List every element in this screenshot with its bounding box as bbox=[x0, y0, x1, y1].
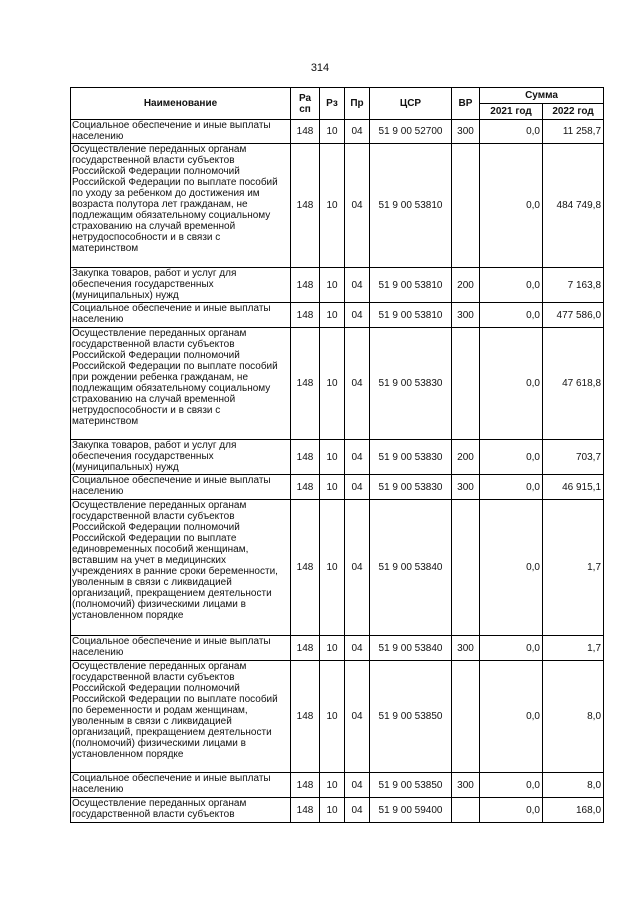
row-pr: 04 bbox=[345, 440, 370, 475]
table-row bbox=[71, 798, 604, 823]
row-vr bbox=[452, 500, 480, 636]
row-name: Осуществление переданных органам государственной власти субъектов Российской Федерации полномочий Российской Федерации по выплате пособий по беременности и родам женщинам, уволенным в связи с ликвидацией организаций, прекращением деятельности (полномочий) физическими лицами в установленном порядке bbox=[71, 661, 291, 773]
row-csr: 51 9 00 59400 bbox=[370, 798, 452, 823]
row-rasp: 148 bbox=[291, 773, 320, 798]
row-amount-2022: 11 258,7 bbox=[543, 120, 604, 144]
row-amount-2021: 0,0 bbox=[480, 636, 543, 661]
row-name: Осуществление переданных органам государственной власти субъектов Российской Федерации полномочий Российской Федерации по выплате пособий при рождении ребенка гражданам, не подлежащим обязательному социальному страхованию на случай временной нетрудоспособности и в связи с материнством bbox=[71, 328, 291, 440]
row-amount-2022: 47 618,8 bbox=[543, 328, 604, 440]
header-sum: Сумма bbox=[480, 88, 604, 104]
row-csr: 51 9 00 53830 bbox=[370, 440, 452, 475]
row-rz: 10 bbox=[320, 636, 345, 661]
header-vr: ВР bbox=[452, 88, 480, 120]
row-csr: 51 9 00 53810 bbox=[370, 144, 452, 268]
row-vr: 200 bbox=[452, 268, 480, 303]
header-2022: 2022 год bbox=[543, 104, 604, 120]
header-name: Наименование bbox=[71, 88, 291, 120]
row-pr: 04 bbox=[345, 500, 370, 636]
row-vr: 300 bbox=[452, 475, 480, 500]
table-row bbox=[71, 440, 604, 475]
table-row bbox=[71, 268, 604, 303]
page-number: 314 bbox=[310, 62, 330, 74]
row-name: Социальное обеспечение и иные выплаты населению bbox=[71, 120, 291, 144]
row-rasp: 148 bbox=[291, 440, 320, 475]
row-amount-2022: 1,7 bbox=[543, 636, 604, 661]
row-csr: 51 9 00 52700 bbox=[370, 120, 452, 144]
row-amount-2022: 46 915,1 bbox=[543, 475, 604, 500]
row-amount-2021: 0,0 bbox=[480, 328, 543, 440]
row-csr: 51 9 00 53830 bbox=[370, 475, 452, 500]
row-vr: 200 bbox=[452, 440, 480, 475]
row-amount-2022: 8,0 bbox=[543, 661, 604, 773]
row-rz: 10 bbox=[320, 328, 345, 440]
row-csr: 51 9 00 53830 bbox=[370, 328, 452, 440]
table-row bbox=[71, 636, 604, 661]
row-rasp: 148 bbox=[291, 636, 320, 661]
row-amount-2022: 168,0 bbox=[543, 798, 604, 823]
row-pr: 04 bbox=[345, 636, 370, 661]
row-rasp: 148 bbox=[291, 475, 320, 500]
row-amount-2021: 0,0 bbox=[480, 475, 543, 500]
row-amount-2022: 703,7 bbox=[543, 440, 604, 475]
row-amount-2022: 8,0 bbox=[543, 773, 604, 798]
header-rasp: Ра сп bbox=[291, 88, 320, 120]
row-rasp: 148 bbox=[291, 661, 320, 773]
row-rasp: 148 bbox=[291, 303, 320, 328]
row-rz: 10 bbox=[320, 303, 345, 328]
table-row bbox=[71, 475, 604, 500]
row-amount-2021: 0,0 bbox=[480, 120, 543, 144]
row-amount-2021: 0,0 bbox=[480, 798, 543, 823]
row-csr: 51 9 00 53850 bbox=[370, 661, 452, 773]
row-rasp: 148 bbox=[291, 144, 320, 268]
row-name: Осуществление переданных органам государственной власти субъектов bbox=[71, 798, 291, 823]
row-name: Закупка товаров, работ и услуг для обеспечения государственных (муниципальных) нужд bbox=[71, 440, 291, 475]
row-vr: 300 bbox=[452, 636, 480, 661]
row-amount-2021: 0,0 bbox=[480, 440, 543, 475]
row-amount-2021: 0,0 bbox=[480, 268, 543, 303]
row-pr: 04 bbox=[345, 328, 370, 440]
budget-table bbox=[70, 87, 604, 823]
row-amount-2021: 0,0 bbox=[480, 144, 543, 268]
table-row bbox=[71, 661, 604, 773]
row-pr: 04 bbox=[345, 475, 370, 500]
row-vr: 300 bbox=[452, 303, 480, 328]
table-row bbox=[71, 328, 604, 440]
row-rz: 10 bbox=[320, 773, 345, 798]
table-row bbox=[71, 120, 604, 144]
row-rz: 10 bbox=[320, 120, 345, 144]
row-amount-2021: 0,0 bbox=[480, 500, 543, 636]
row-vr bbox=[452, 328, 480, 440]
row-rasp: 148 bbox=[291, 500, 320, 636]
row-csr: 51 9 00 53850 bbox=[370, 773, 452, 798]
table-row bbox=[71, 144, 604, 268]
row-vr bbox=[452, 144, 480, 268]
row-rz: 10 bbox=[320, 144, 345, 268]
row-name: Социальное обеспечение и иные выплаты населению bbox=[71, 636, 291, 661]
row-amount-2021: 0,0 bbox=[480, 773, 543, 798]
row-name: Социальное обеспечение и иные выплаты населению bbox=[71, 475, 291, 500]
header-rz: Рз bbox=[320, 88, 345, 120]
row-pr: 04 bbox=[345, 661, 370, 773]
row-rz: 10 bbox=[320, 440, 345, 475]
row-amount-2021: 0,0 bbox=[480, 661, 543, 773]
row-amount-2022: 477 586,0 bbox=[543, 303, 604, 328]
header-2021: 2021 год bbox=[480, 104, 543, 120]
row-rasp: 148 bbox=[291, 798, 320, 823]
row-vr bbox=[452, 798, 480, 823]
table-row bbox=[71, 303, 604, 328]
row-rasp: 148 bbox=[291, 120, 320, 144]
row-pr: 04 bbox=[345, 120, 370, 144]
row-vr: 300 bbox=[452, 773, 480, 798]
row-pr: 04 bbox=[345, 144, 370, 268]
row-rz: 10 bbox=[320, 268, 345, 303]
row-vr bbox=[452, 661, 480, 773]
row-csr: 51 9 00 53810 bbox=[370, 303, 452, 328]
row-vr: 300 bbox=[452, 120, 480, 144]
row-rasp: 148 bbox=[291, 328, 320, 440]
header-csr: ЦСР bbox=[370, 88, 452, 120]
table-row bbox=[71, 773, 604, 798]
row-amount-2022: 484 749,8 bbox=[543, 144, 604, 268]
row-rz: 10 bbox=[320, 500, 345, 636]
row-csr: 51 9 00 53840 bbox=[370, 500, 452, 636]
row-amount-2022: 1,7 bbox=[543, 500, 604, 636]
row-rasp: 148 bbox=[291, 268, 320, 303]
row-name: Закупка товаров, работ и услуг для обеспечения государственных (муниципальных) нужд bbox=[71, 268, 291, 303]
row-pr: 04 bbox=[345, 268, 370, 303]
row-csr: 51 9 00 53810 bbox=[370, 268, 452, 303]
row-pr: 04 bbox=[345, 303, 370, 328]
row-amount-2022: 7 163,8 bbox=[543, 268, 604, 303]
header-pr: Пр bbox=[345, 88, 370, 120]
row-name: Социальное обеспечение и иные выплаты населению bbox=[71, 773, 291, 798]
row-rz: 10 bbox=[320, 661, 345, 773]
row-pr: 04 bbox=[345, 798, 370, 823]
row-name: Осуществление переданных органам государственной власти субъектов Российской Федерации полномочий Российской Федерации по выплате пособий по уходу за ребенком до достижения им возраста полутора лет гражданам, не подлежащим обязательному социальному страхованию на случай временной нетрудоспособности и в связи с материнством bbox=[71, 144, 291, 268]
row-name: Осуществление переданных органам государственной власти субъектов Российской Федерации полномочий Российской Федерации по выплате единовременных пособий женщинам, вставшим на учет в медицинских учреждениях в ранние сроки беременности, уволенным в связи с ликвидацией организаций, прекращением деятельности (полномочий) физическими лицами в установленном порядке bbox=[71, 500, 291, 636]
row-amount-2021: 0,0 bbox=[480, 303, 543, 328]
row-pr: 04 bbox=[345, 773, 370, 798]
row-name: Социальное обеспечение и иные выплаты населению bbox=[71, 303, 291, 328]
row-rz: 10 bbox=[320, 798, 345, 823]
row-rz: 10 bbox=[320, 475, 345, 500]
row-csr: 51 9 00 53840 bbox=[370, 636, 452, 661]
table-row bbox=[71, 500, 604, 636]
